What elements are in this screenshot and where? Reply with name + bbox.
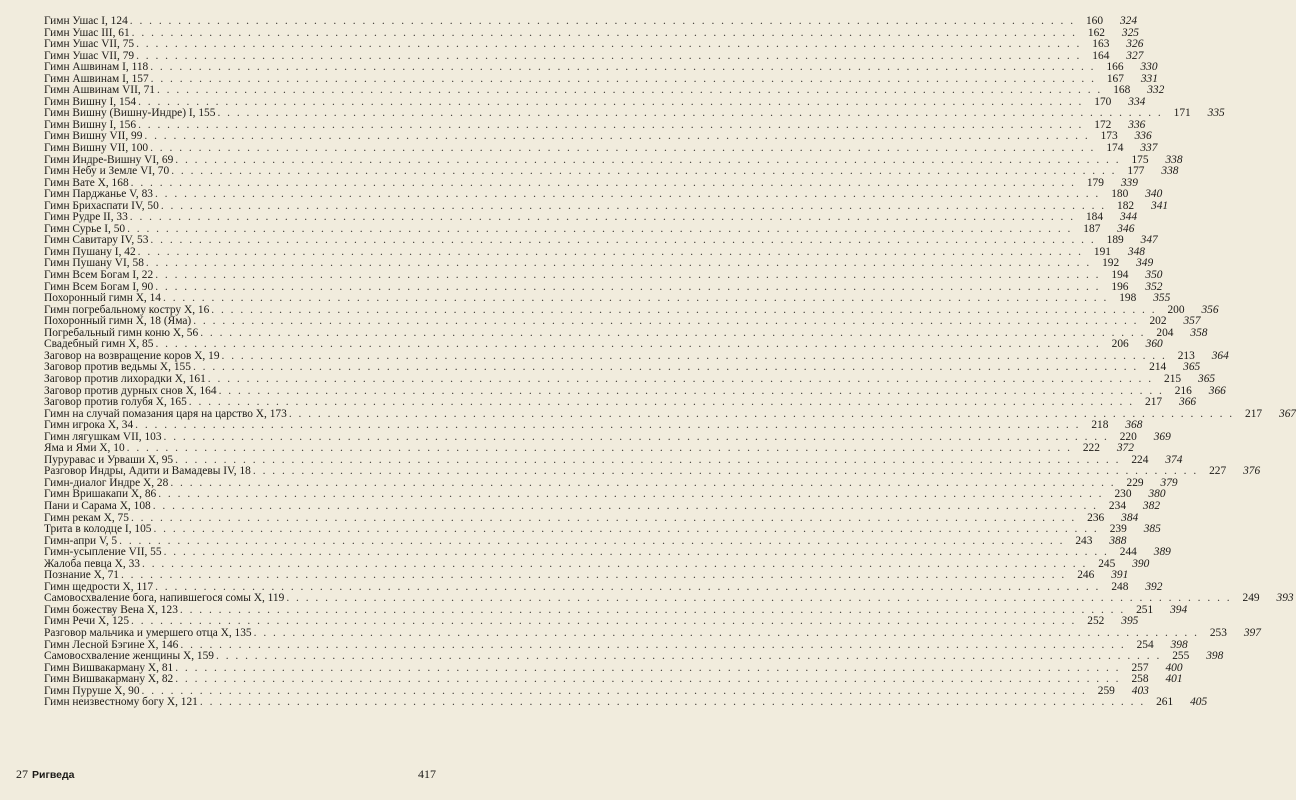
toc-entry-comment-page: 338 — [1161, 165, 1179, 178]
toc-entry-text-page: 213 — [1177, 349, 1195, 362]
toc-entry-text-page: 194 — [1111, 269, 1129, 282]
toc-entry-title: Гимн на случай помазания царя на царство X, 173 — [44, 407, 287, 420]
toc-entry — [44, 396, 1197, 409]
toc-entry-text-page: 248 — [1111, 580, 1129, 593]
toc-entry-comment-page: 366 — [1208, 384, 1226, 397]
toc-entry-text-page: 196 — [1111, 280, 1129, 293]
toc-entry-text-page: 167 — [1106, 72, 1124, 85]
toc-entry — [44, 419, 1143, 432]
toc-entry-comment-page: 380 — [1148, 488, 1166, 501]
toc-entry-title: Гимн Вишну VII, 99 — [44, 130, 143, 143]
toc-entry-text-page: 180 — [1111, 188, 1129, 201]
toc-entry-title: Погребальный гимн коню X, 56 — [44, 326, 199, 339]
toc-entry-title: Гимн неизвестному богу X, 121 — [44, 696, 198, 709]
toc-entry-text-page: 217 — [1145, 396, 1163, 409]
toc-entry-title: Гимн Пушану I, 42 — [44, 245, 136, 258]
toc-entry-title: Жалоба певца X, 33 — [44, 557, 140, 570]
toc-entry-text-page: 246 — [1077, 569, 1095, 582]
toc-entry-comment-page: 356 — [1201, 303, 1219, 316]
toc-entry-text-page: 173 — [1100, 130, 1118, 143]
toc-entry-comment-page: 379 — [1160, 476, 1178, 489]
toc-entry — [44, 673, 1183, 686]
toc-entry-title: Гимн Вишну (Вишну-Индре) I, 155 — [44, 107, 216, 120]
toc-entry-title: Трита в колодце I, 105 — [44, 523, 152, 536]
toc-entry-text-page: 200 — [1167, 303, 1185, 316]
toc-entry-title: Гимн Ашвинам I, 118 — [44, 61, 149, 74]
toc-entry-comment-page: 338 — [1165, 153, 1183, 166]
toc-entry-comment-page: 358 — [1190, 326, 1208, 339]
dot-leader — [130, 16, 1075, 28]
toc-entry-text-page: 166 — [1106, 61, 1124, 74]
toc-entry — [44, 696, 1208, 709]
toc-entry-comment-page: 394 — [1170, 603, 1188, 616]
toc-entry — [44, 292, 1171, 305]
toc-entry-text-page: 218 — [1091, 419, 1109, 432]
toc-entry-title: Гимн Ашвинам I, 157 — [44, 72, 149, 85]
toc-entry-comment-page: 388 — [1109, 534, 1127, 547]
toc-entry-comment-page: 331 — [1140, 72, 1158, 85]
toc-entry-comment-page: 326 — [1126, 38, 1144, 51]
toc-entry-title: Гимн Вишвакарману X, 81 — [44, 661, 174, 674]
toc-entry-text-page: 204 — [1156, 326, 1174, 339]
toc-entry-title: Яма и Ями X, 10 — [44, 442, 125, 455]
toc-entry-comment-page: 336 — [1128, 118, 1146, 131]
toc-entry-title: Заговор против лихорадки X, 161 — [44, 372, 206, 385]
toc-entry-title: Гимн погребальному костру X, 16 — [44, 303, 210, 316]
toc-entry-comment-page: 346 — [1117, 222, 1135, 235]
toc-entry-comment-page: 393 — [1276, 592, 1294, 605]
dot-leader — [189, 397, 1134, 409]
dot-leader — [155, 270, 1100, 282]
toc-entry — [44, 372, 1216, 386]
toc-entry-text-page: 261 — [1156, 696, 1174, 709]
toc-entry-text-page: 160 — [1085, 15, 1104, 27]
toc-entry-text-page: 164 — [1092, 49, 1110, 62]
toc-entry-text-page: 192 — [1102, 257, 1120, 270]
toc-entry-comment-page: 365 — [1183, 361, 1201, 374]
toc-entry-title: Гимн Вишну I, 156 — [44, 118, 137, 131]
toc-entry-text-page: 257 — [1131, 661, 1149, 674]
toc-entry-text-page: 258 — [1131, 673, 1149, 686]
toc-entry-title: Свадебный гимн X, 85 — [44, 338, 154, 351]
toc-entry-text-page: 189 — [1106, 234, 1124, 247]
toc-entry-comment-page: 390 — [1132, 557, 1150, 570]
toc-entry-title: Гимн Парджанье V, 83 — [44, 188, 153, 201]
toc-entry-title: Пуруравас и Урваши X, 95 — [44, 453, 174, 466]
dot-leader — [216, 651, 1161, 663]
toc-entry-text-page: 191 — [1093, 245, 1111, 258]
toc-entry-text-page: 255 — [1172, 650, 1190, 663]
toc-entry-text-page: 245 — [1098, 557, 1116, 570]
toc-entry-title: Гимн Небу и Земле VI, 70 — [44, 165, 170, 178]
dot-leader — [208, 374, 1153, 386]
toc-entry-comment-page: 325 — [1121, 26, 1139, 39]
toc-entry-comment-page: 372 — [1116, 442, 1134, 455]
toc-entry-comment-page: 369 — [1153, 430, 1171, 443]
toc-entry-title: Гимн Пуруше X, 90 — [44, 684, 140, 697]
dot-leader — [153, 524, 1098, 536]
toc-entry-title: Гимн Брихаспати IV, 50 — [44, 199, 159, 212]
toc-entry — [44, 650, 1224, 663]
toc-entry-title: Гимн щедрости X, 117 — [44, 580, 154, 593]
toc-entry-title: Самовосхваление женщины X, 159 — [44, 650, 214, 663]
toc-entry-comment-page: 398 — [1170, 638, 1188, 651]
dot-leader — [150, 143, 1095, 155]
toc-entry-title: Гимн Пушану VI, 58 — [44, 257, 144, 270]
toc-entry-comment-page: 334 — [1128, 95, 1146, 108]
toc-entry-text-page: 198 — [1119, 292, 1137, 305]
toc-entry-text-page: 187 — [1083, 222, 1101, 235]
toc-entry — [44, 142, 1158, 155]
toc-entry-text-page: 251 — [1136, 603, 1154, 616]
toc-entry-title: Познание X, 71 — [44, 569, 119, 582]
toc-entry-text-page: 202 — [1149, 315, 1167, 328]
toc-entry-text-page: 249 — [1242, 592, 1260, 605]
toc-entry-text-page: 222 — [1082, 442, 1100, 455]
toc-entry-title: Гимн Вришакапи X, 86 — [44, 488, 157, 501]
signature-mark: 27 — [16, 767, 28, 781]
toc-entry — [44, 61, 1158, 74]
toc-entry-comment-page: 344 — [1119, 211, 1138, 224]
toc-entry-text-page: 215 — [1164, 372, 1182, 385]
toc-entry-comment-page: 360 — [1145, 338, 1163, 351]
toc-entry-comment-page: 400 — [1165, 661, 1183, 674]
toc-entry-comment-page: 365 — [1198, 372, 1216, 385]
toc-entry-comment-page: 382 — [1142, 499, 1161, 512]
toc-entry-comment-page: 405 — [1190, 696, 1208, 709]
toc-entry-text-page: 184 — [1085, 211, 1104, 224]
toc-entry-title: Гимн рекам X, 75 — [44, 511, 129, 524]
toc-entry-text-page: 179 — [1086, 176, 1104, 189]
toc-entry-comment-page: 352 — [1145, 280, 1163, 293]
toc-entry-comment-page: 332 — [1147, 84, 1165, 97]
dot-leader — [200, 697, 1145, 709]
toc-entry-title: Гимн Речи X, 125 — [44, 615, 130, 628]
dot-leader — [150, 62, 1095, 74]
toc-entry-title: Гимн Всем Богам I, 90 — [44, 280, 154, 293]
toc-entry-comment-page: 330 — [1140, 61, 1158, 74]
toc-entry-text-page: 220 — [1119, 430, 1137, 443]
toc-entry — [44, 165, 1179, 178]
toc-entry-title: Гимн-апри V, 5 — [44, 534, 118, 547]
toc-entry-title: Гимн Лесной Бэгине X, 146 — [44, 638, 179, 651]
running-title: Ригведа — [32, 769, 75, 781]
toc-entry-text-page: 174 — [1106, 142, 1124, 155]
toc-entry-comment-page: 397 — [1243, 626, 1261, 639]
page-footer — [16, 767, 436, 782]
toc-entry-title: Похоронный гимн X, 18 (Яма) — [44, 315, 192, 328]
toc-entry-text-page: 227 — [1209, 465, 1227, 478]
toc-entry-comment-page: 335 — [1207, 107, 1225, 120]
toc-entry-text-page: 230 — [1114, 488, 1132, 501]
dot-leader — [135, 420, 1080, 432]
toc-entry — [44, 38, 1144, 51]
toc-entry-comment-page: 357 — [1183, 315, 1201, 328]
toc-entry-text-page: 252 — [1087, 615, 1105, 628]
toc-entry-text-page: 162 — [1087, 26, 1105, 39]
toc-entry-text-page: 239 — [1109, 523, 1127, 536]
dot-leader — [164, 547, 1109, 559]
toc-entry-title: Гимн Вате X, 168 — [44, 176, 129, 189]
toc-entry-title: Гимн игрока X, 34 — [44, 419, 134, 432]
toc-entry-title: Пани и Сарама X, 108 — [44, 499, 151, 512]
toc-entry-comment-page: 364 — [1211, 349, 1229, 362]
toc-entry-title: Заговор против голубя X, 165 — [44, 396, 187, 409]
toc-entry-title: Самовосхваление бога, напившегося сомы X, 119 — [44, 592, 285, 605]
toc-entry-title: Разговор мальчика и умершего отца X, 135 — [44, 626, 252, 639]
toc-entry-comment-page: 349 — [1136, 257, 1154, 270]
toc-entry-text-page: 172 — [1094, 118, 1112, 131]
toc-entry-comment-page: 403 — [1131, 684, 1149, 697]
toc-entry-text-page: 243 — [1075, 534, 1093, 547]
toc-entry-title: Гимн лягушкам VII, 103 — [44, 430, 162, 443]
toc-entry-comment-page: 392 — [1145, 580, 1163, 593]
toc-entry-comment-page: 384 — [1121, 511, 1139, 524]
toc-entry — [44, 523, 1161, 536]
toc-entry-text-page: 168 — [1113, 84, 1131, 97]
toc-entry-comment-page: 355 — [1153, 292, 1171, 305]
toc-entry-comment-page: 327 — [1126, 49, 1144, 62]
toc-entry-comment-page: 336 — [1134, 130, 1152, 143]
toc-entry-title: Гимн Рудре II, 33 — [44, 211, 128, 224]
toc-entry-title: Гимн Ашвинам VII, 71 — [44, 84, 155, 97]
toc-entry-text-page: 259 — [1097, 684, 1115, 697]
toc-entry-text-page: 244 — [1119, 546, 1137, 559]
toc-entry-comment-page: 366 — [1179, 396, 1197, 409]
dot-leader — [163, 293, 1108, 305]
toc-entry-comment-page: 350 — [1145, 269, 1163, 282]
page-number: 417 — [418, 767, 436, 781]
toc-entry — [44, 499, 1161, 513]
toc-entry-text-page: 171 — [1173, 107, 1191, 120]
toc-entry-title: Заговор против ведьмы X, 155 — [44, 361, 191, 374]
toc-entry-text-page: 254 — [1136, 638, 1154, 651]
toc-entry-text-page: 177 — [1127, 165, 1145, 178]
toc-entry-comment-page: 376 — [1243, 465, 1261, 478]
dot-leader — [254, 628, 1199, 640]
toc-entry-comment-page: 348 — [1127, 245, 1145, 258]
toc-entry-text-page: 253 — [1209, 626, 1227, 639]
toc-entry-comment-page: 401 — [1165, 673, 1183, 686]
toc-entry-text-page: 182 — [1117, 199, 1135, 212]
toc-entry-comment-page: 385 — [1143, 523, 1161, 536]
toc-entry-title: Гимн Сурье I, 50 — [44, 222, 126, 235]
toc-entry-comment-page: 368 — [1125, 419, 1143, 432]
dot-leader — [136, 39, 1081, 51]
toc-entry-title: Разговор Индры, Адити и Вамадевы IV, 18 — [44, 465, 251, 478]
toc-entry-comment-page: 367 — [1279, 407, 1296, 420]
toc-entry-text-page: 236 — [1087, 511, 1105, 524]
dot-leader — [153, 501, 1098, 513]
toc-entry-title: Заговор на возвращение коров X, 19 — [44, 349, 220, 362]
toc-entry-text-page: 217 — [1245, 407, 1263, 420]
table-of-contents — [44, 15, 1296, 709]
toc-entry-title: Гимн Ушас I, 124 — [44, 15, 128, 27]
toc-entry-title: Гимн Всем Богам I, 22 — [44, 269, 154, 282]
toc-entry-title: Гимн Ушас III, 61 — [44, 26, 130, 39]
toc-entry-comment-page: 398 — [1206, 650, 1224, 663]
toc-entry — [44, 269, 1163, 282]
toc-entry-text-page: 163 — [1092, 38, 1110, 51]
toc-entry-title: Гимн Вишну I, 154 — [44, 95, 137, 108]
dot-leader — [175, 674, 1120, 686]
toc-entry-comment-page: 374 — [1165, 453, 1183, 466]
toc-entry — [44, 546, 1171, 559]
toc-entry-title: Гимн Ушас VII, 79 — [44, 49, 135, 62]
toc-entry-comment-page: 395 — [1121, 615, 1139, 628]
toc-entry-title: Гимн Вишвакарману X, 82 — [44, 673, 174, 686]
toc-entry-title: Похоронный гимн X, 14 — [44, 292, 162, 305]
toc-entry — [44, 15, 1138, 28]
toc-entry-comment-page: 339 — [1120, 176, 1138, 189]
toc-entry-text-page: 216 — [1174, 384, 1192, 397]
toc-entry-comment-page: 341 — [1151, 199, 1169, 212]
toc-entry-title: Гимн Индре-Вишну VI, 69 — [44, 153, 174, 166]
toc-entry-text-page: 170 — [1094, 95, 1112, 108]
toc-entry-comment-page: 389 — [1153, 546, 1171, 559]
toc-entry-comment-page: 391 — [1111, 569, 1129, 582]
toc-entry-text-page: 206 — [1111, 338, 1129, 351]
toc-entry-title: Гимн божеству Вена X, 123 — [44, 603, 178, 616]
toc-entry-comment-page: 337 — [1140, 142, 1158, 155]
toc-entry-text-page: 234 — [1108, 499, 1127, 512]
toc-entry-text-page: 229 — [1126, 476, 1144, 489]
toc-entry-text-page: 214 — [1149, 361, 1167, 374]
toc-entry-title: Гимн Савитару IV, 53 — [44, 234, 149, 247]
toc-entry-title: Гимн-усыпление VII, 55 — [44, 546, 162, 559]
toc-entry-title: Заговор против дурных снов X, 164 — [44, 384, 217, 397]
toc-entry-title: Гимн Ушас VII, 75 — [44, 38, 135, 51]
toc-entry-title: Гимн Вишну VII, 100 — [44, 142, 149, 155]
toc-entry-comment-page: 324 — [1119, 15, 1138, 27]
dot-leader — [171, 166, 1116, 178]
toc-entry-title: Гимн-диалог Индре X, 28 — [44, 476, 169, 489]
toc-entry-comment-page: 347 — [1140, 234, 1158, 247]
toc-entry-comment-page: 340 — [1145, 188, 1163, 201]
toc-entry-text-page: 175 — [1131, 153, 1149, 166]
toc-entry-text-page: 224 — [1131, 453, 1149, 466]
toc-entry — [44, 626, 1261, 640]
